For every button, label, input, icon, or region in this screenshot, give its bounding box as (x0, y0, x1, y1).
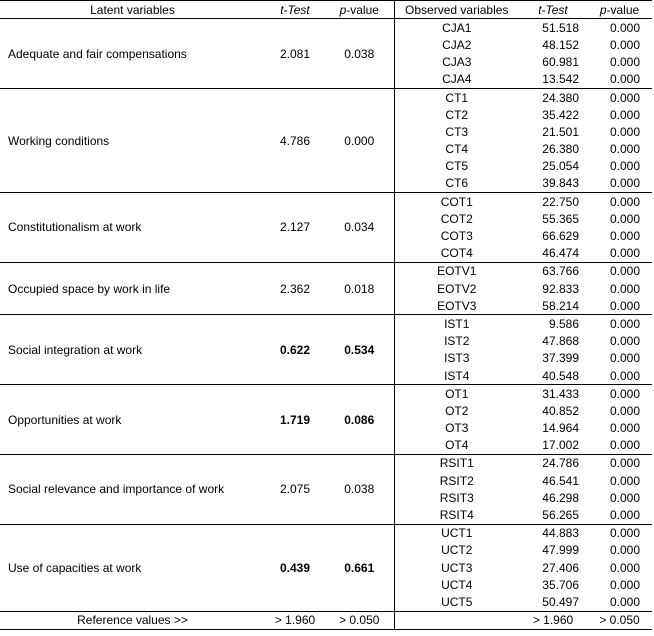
observed-variable-name: CT3 (394, 123, 519, 140)
observed-t-test: 58.214 (519, 297, 587, 315)
header-p-value-observed (587, 1, 652, 19)
observed-p-value: 0.000 (609, 124, 640, 139)
latent-variable-name: Opportunities at work (0, 385, 265, 455)
observed-variable-name: CJA1 (394, 19, 519, 37)
latent-p-value: 0.034 (325, 193, 394, 263)
latent-t-test: 0.439 (265, 524, 325, 611)
observed-variable-name: EOTV2 (394, 280, 519, 297)
latent-p-value: 0.018 (325, 262, 394, 315)
observed-p-value: 0.000 (587, 297, 652, 315)
observed-p-value: 0.000 (609, 316, 640, 331)
table-row (0, 524, 652, 542)
observed-variable-name: COT4 (394, 245, 519, 263)
observed-p-value: 0.000 (609, 456, 640, 471)
observed-variable-name: CT2 (394, 106, 519, 123)
observed-p-value: 0.000 (609, 264, 640, 279)
header-t-test-observed: t-Test (519, 1, 587, 19)
observed-t-test: 39.843 (519, 175, 587, 193)
header-t-test: t-Test (265, 1, 325, 19)
observed-p-value: 0.000 (609, 351, 640, 366)
observed-variable-name: UCT5 (394, 593, 519, 611)
table-row (0, 262, 652, 280)
reference-label: Reference values >> (0, 611, 265, 629)
observed-variable-name: OT3 (394, 420, 519, 437)
observed-p-value: 0.000 (609, 386, 640, 401)
observed-variable-name: COT2 (394, 210, 519, 227)
observed-p-value: 0.000 (609, 490, 640, 505)
observed-t-test: 21.501 (542, 124, 579, 139)
observed-p-value: 0.000 (609, 281, 640, 296)
observed-variable-name: UCT1 (394, 524, 519, 542)
observed-t-test: 24.786 (542, 456, 579, 471)
observed-t-test: 46.541 (542, 473, 579, 488)
observed-t-test: 60.981 (542, 55, 579, 70)
observed-p-value: 0.000 (609, 90, 640, 105)
latent-p-value: 0.038 (325, 19, 394, 89)
observed-variable-name: CJA4 (394, 71, 519, 89)
table-row (0, 454, 652, 472)
observed-t-test: 47.999 (542, 543, 579, 558)
latent-p-value: 0.038 (325, 454, 394, 524)
latent-variable-name: Occupied space by work in life (0, 262, 265, 315)
observed-p-value: 0.000 (609, 577, 640, 592)
observed-t-test: 55.365 (542, 211, 579, 226)
observed-p-value: 0.000 (609, 560, 640, 575)
observed-variable-name: IST3 (394, 350, 519, 367)
observed-variable-name: CT5 (394, 158, 519, 175)
observed-t-test: 35.422 (542, 107, 579, 122)
reference-p-observed: > 0.050 (587, 611, 652, 629)
reference-observed-empty (394, 611, 519, 629)
observed-p-value: 0.000 (609, 107, 640, 122)
observed-p-value: 0.000 (609, 421, 640, 436)
observed-p-value: 0.000 (609, 543, 640, 558)
observed-p-value: 0.000 (609, 229, 640, 244)
observed-t-test: 40.852 (542, 403, 579, 418)
observed-variable-name: IST1 (394, 315, 519, 333)
observed-t-test: 25.054 (542, 159, 579, 174)
observed-variable-name: CJA3 (394, 54, 519, 71)
latent-variable-name: Use of capacities at work (0, 524, 265, 611)
observed-p-value: 0.000 (609, 159, 640, 174)
header-latent: Latent variables (0, 1, 265, 19)
latent-t-test: 0.622 (265, 315, 325, 385)
table-header-row (0, 1, 652, 19)
table-row (0, 315, 652, 333)
observed-t-test: 26.380 (542, 142, 579, 157)
observed-t-test: 24.380 (542, 90, 579, 105)
observed-p-value: 0.000 (587, 593, 652, 611)
observed-t-test: 9.586 (548, 316, 579, 331)
header-observed: Observed variables (394, 1, 519, 19)
latent-variable-name: Social integration at work (0, 315, 265, 385)
latent-p-value: 0.534 (325, 315, 394, 385)
observed-p-value: 0.000 (587, 437, 652, 455)
observed-p-value: 0.000 (609, 473, 640, 488)
latent-t-test: 2.081 (265, 19, 325, 89)
observed-variable-name: COT3 (394, 227, 519, 244)
observed-t-test: 51.518 (542, 20, 579, 35)
observed-variable-name: RSIT2 (394, 472, 519, 489)
observed-t-test: 17.002 (519, 437, 587, 455)
latent-variable-name: Constitutionalism at work (0, 193, 265, 263)
observed-p-value: 0.000 (609, 334, 640, 349)
latent-p-value: 0.661 (325, 524, 394, 611)
reference-t-observed: > 1.960 (519, 611, 587, 629)
observed-p-value: 0.000 (609, 142, 640, 157)
observed-p-value: 0.000 (609, 211, 640, 226)
observed-p-value: 0.000 (587, 245, 652, 263)
observed-p-value: 0.000 (587, 506, 652, 524)
observed-variable-name: CT6 (394, 175, 519, 193)
observed-variable-name: UCT4 (394, 576, 519, 593)
observed-variable-name: UCT3 (394, 559, 519, 576)
observed-t-test: 40.548 (519, 367, 587, 385)
observed-t-test: 46.298 (542, 490, 579, 505)
observed-p-value: 0.000 (609, 526, 640, 541)
observed-t-test: 50.497 (519, 593, 587, 611)
observed-t-test: 31.433 (542, 386, 579, 401)
latent-t-test: 2.362 (265, 262, 325, 315)
table-row (0, 19, 652, 37)
table-row (0, 193, 652, 211)
observed-variable-name: IST4 (394, 367, 519, 385)
observed-t-test: 56.265 (519, 506, 587, 524)
observed-variable-name: EOTV3 (394, 297, 519, 315)
observed-variable-name: CT4 (394, 141, 519, 158)
observed-variable-name: RSIT1 (394, 454, 519, 472)
observed-t-test: 48.152 (542, 37, 579, 52)
reference-t: > 1.960 (265, 611, 325, 629)
header-p-value (325, 1, 394, 19)
observed-t-test: 44.883 (542, 526, 579, 541)
observed-t-test: 37.399 (542, 351, 579, 366)
observed-variable-name: OT2 (394, 402, 519, 419)
latent-t-test: 2.075 (265, 454, 325, 524)
latent-p-value: 0.000 (325, 88, 394, 192)
observed-variable-name: UCT2 (394, 542, 519, 559)
observed-p-value: 0.000 (609, 55, 640, 70)
observed-variable-name: EOTV1 (394, 262, 519, 280)
observed-variable-name: RSIT4 (394, 506, 519, 524)
latent-t-test: 4.786 (265, 88, 325, 192)
observed-t-test: 14.964 (542, 421, 579, 436)
observed-t-test: 92.833 (542, 281, 579, 296)
table-row (0, 88, 652, 106)
observed-t-test: 27.406 (542, 560, 579, 575)
observed-variable-name: RSIT3 (394, 489, 519, 506)
observed-t-test: 22.750 (542, 194, 579, 209)
reference-values-row (0, 611, 652, 629)
observed-p-value: 0.000 (609, 194, 640, 209)
observed-variable-name: CJA2 (394, 36, 519, 53)
observed-variable-name: IST2 (394, 333, 519, 350)
latent-t-test: 2.127 (265, 193, 325, 263)
observed-t-test: 66.629 (542, 229, 579, 244)
observed-t-test: 47.868 (542, 334, 579, 349)
observed-variable-name: CT1 (394, 88, 519, 106)
observed-variable-name: OT4 (394, 437, 519, 455)
latent-t-test: 1.719 (265, 385, 325, 455)
observed-variable-name: OT1 (394, 385, 519, 403)
header-p2-suffix: -value (606, 2, 640, 17)
observed-p-value: 0.000 (587, 71, 652, 89)
observed-t-test: 63.766 (542, 264, 579, 279)
latent-variable-name: Social relevance and importance of work (0, 454, 265, 524)
observed-t-test: 13.542 (519, 71, 587, 89)
reference-p: > 0.050 (325, 611, 394, 629)
observed-t-test: 46.474 (519, 245, 587, 263)
header-p-prefix: p (339, 2, 347, 17)
header-p2-prefix: p (599, 2, 607, 17)
observed-variable-name: COT1 (394, 193, 519, 211)
latent-variable-name: Adequate and fair compensations (0, 19, 265, 89)
latent-variable-name: Working conditions (0, 88, 265, 192)
table-body (0, 19, 652, 611)
observed-t-test: 35.706 (542, 577, 579, 592)
latent-p-value: 0.086 (325, 385, 394, 455)
header-p-suffix: -value (346, 2, 379, 17)
observed-p-value: 0.000 (609, 37, 640, 52)
observed-p-value: 0.000 (609, 403, 640, 418)
observed-p-value: 0.000 (609, 20, 640, 35)
observed-p-value: 0.000 (587, 175, 652, 193)
table-row (0, 385, 652, 403)
observed-p-value: 0.000 (587, 367, 652, 385)
